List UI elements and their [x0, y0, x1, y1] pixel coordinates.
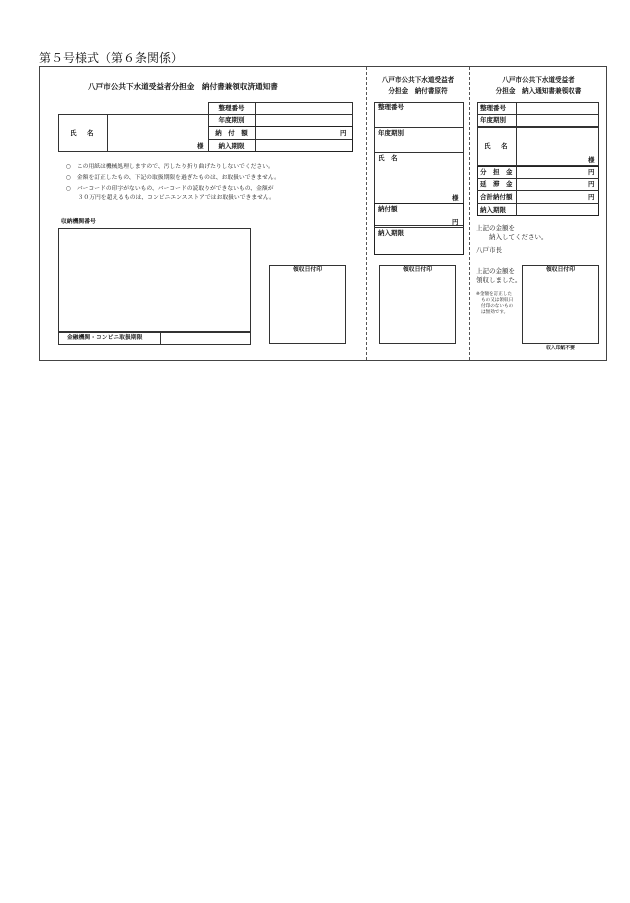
right-shimei-label: 氏 名 [484, 142, 510, 150]
right-title-line1: 八戸市公共下水道受益者 [502, 76, 575, 84]
main-nyuu-kigen-label: 納入期限 [218, 142, 245, 150]
right-sama-label: 様 [588, 156, 595, 164]
right-seiri-bango-label: 整理番号 [480, 104, 506, 112]
main-noufu-gaku-label: 納 付 額 [215, 129, 248, 137]
middle-sama-label: 様 [452, 194, 459, 202]
middle-title-line2: 分担金 納付書原符 [388, 87, 448, 95]
right-goukei-label: 合計納付額 [480, 193, 513, 201]
right-received-line2: 領収しました。 [476, 276, 522, 284]
main-note-4: ３０万円を超えるものは、コンビニエンスストアではお取扱いできません。 [66, 195, 275, 201]
main-ryoushuu-stamp-label: 領収日付印 [293, 267, 322, 273]
middle-shimei-label: 氏 名 [378, 154, 398, 162]
right-ryoushuu-stamp-label: 領収日付印 [546, 267, 575, 273]
right-mayor: 八戸市長 [476, 246, 502, 254]
main-sama-label: 様 [197, 142, 204, 150]
right-stamp-not-required: 収入印紙不要 [546, 346, 575, 351]
shuunou-kikan-box [58, 228, 251, 332]
middle-nendo-kibetsu-label: 年度期別 [378, 129, 404, 137]
middle-title-line1: 八戸市公共下水道受益者 [381, 76, 455, 84]
middle-nyuu-kigen-label: 納入期限 [378, 229, 404, 237]
main-ryoushuu-stamp-box [269, 265, 346, 344]
cut-line-right [469, 67, 470, 360]
middle-yen-unit: 円 [452, 218, 459, 226]
shuunou-kikan-bango-label: 収納機関番号 [61, 219, 96, 225]
right-buntan-kin-label: 分 担 金 [480, 168, 513, 176]
right-small-notes: ※金額を訂正した もの又は領収日 付印のないもの は無効です。 [476, 292, 514, 315]
main-note-1: ○ この用紙は機械処理しますので、汚したり折り曲げたりしないでください。 [66, 164, 274, 170]
main-nendo-kibetsu-label: 年度期別 [218, 116, 245, 124]
form-heading: 第５号様式（第６条関係） [39, 51, 184, 65]
main-shimei-label: 氏 名 [70, 129, 96, 137]
main-seiri-bango-label: 整理番号 [218, 104, 245, 112]
main-title: 八戸市公共下水道受益者分担金 納付書兼領収済通知書 [88, 82, 278, 91]
right-goukei-yen: 円 [588, 193, 595, 201]
right-notice-line1: 上記の金額を [476, 224, 515, 232]
right-buntan-kin-yen: 円 [588, 168, 595, 176]
right-received-line1: 上記の金額を [476, 267, 515, 275]
right-nyuu-kigen-label: 納入期限 [480, 206, 506, 214]
main-yen-unit: 円 [340, 129, 347, 137]
main-note-3: ○ バーコードの印字がないもの、バーコードの読取りができないもの、金額が [66, 186, 274, 192]
main-note-2: ○ 金額を訂正したもの、下記の取扱期限を過ぎたものは、お取扱いできません。 [66, 175, 280, 181]
right-title-line2: 分担金 納入通知書兼領収書 [495, 87, 582, 95]
middle-ryoushuu-stamp-box [379, 265, 456, 344]
right-nendo-kibetsu-label: 年度期別 [480, 116, 506, 124]
middle-noufu-gaku-label: 納付額 [378, 205, 398, 213]
right-ryoushuu-stamp-box [522, 265, 599, 344]
middle-ryoushuu-stamp-label: 領収日付印 [403, 267, 432, 273]
kinyuu-kikan-label: 金融機関・コンビニ取扱期限 [67, 335, 143, 341]
right-entai-kin-yen: 円 [588, 180, 595, 188]
right-notice-line2: 納入してください。 [489, 233, 548, 241]
right-entai-kin-label: 延 滞 金 [480, 180, 513, 188]
cut-line-left [366, 67, 367, 360]
middle-seiri-bango-label: 整理番号 [378, 103, 404, 111]
